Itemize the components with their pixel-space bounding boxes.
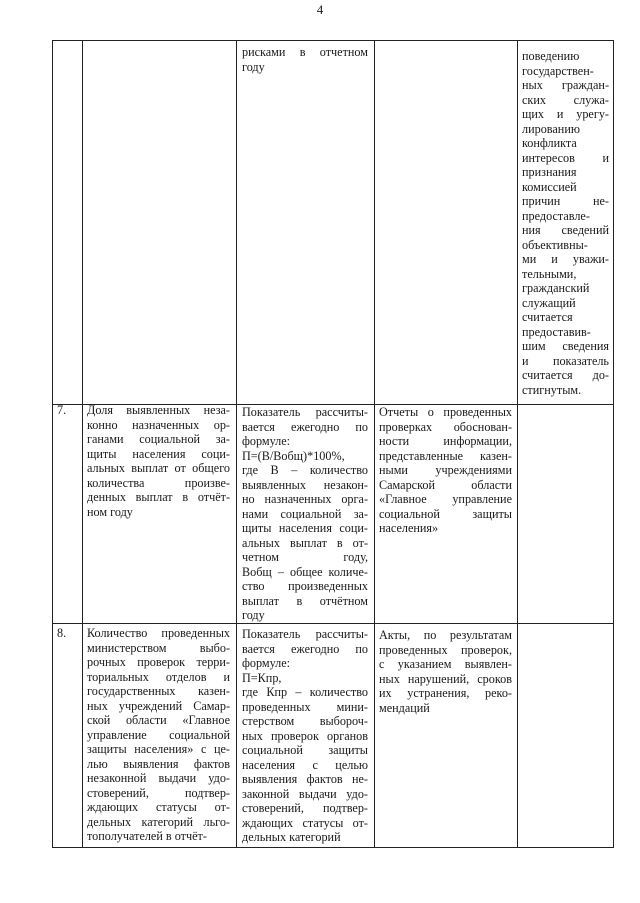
row-8-calculation: Показатель рассчиты- вается ежегодно по формуле: П=Кпр, где Кпр – количество проведенных мини- стерством выбороч- ных проверок органов социальной защиты населения с целью выявления фактов не- законной выдачи удо- стоверений, подтвер- ждающих статусы от- дельных категорий (242, 627, 368, 844)
row-7-indicator-name: Доля выявленных неза- конно назначенных ор- ганами социальной за- щиты населения соци- альных выплат от общего количества произве- денных выплат в отчёт- ном году (87, 403, 230, 519)
indicators-table (52, 40, 614, 848)
row-7-number: 7. (57, 403, 67, 417)
row-7-calculation: Показатель рассчиты- вается ежегодно по формуле: П=(В/Вобщ)*100%, где В – количество выявленных незакон- но назначенных орга- нами социальной за- щиты населения соци- альных выплат в от- четном году, Вобщ – общее количе- ство произведенных выплат в отчётном году (242, 405, 368, 622)
continuation-notes-cell: поведению государствен- ных граждан- ских служа- щих и урегу- лированию конфликта интересов и признания комиссией причин не- предоставле- ния сведений объективны- ми и уважи- тельными, гражданский служащий считается предоставив- шим сведения и показатель считается до- стигнутым. (522, 49, 609, 397)
row-8-indicator-name: Количество проведенных министерством выбо- рочных проверок терри- ториальных отделов и государственных казен- ных учреждений Самар- ской области «Главное управление социальной защиты населения» с це- лью выявления фактов незаконной выдачи удо- стоверений, подтвер- ждающих статусы от- дельных категорий льго- тополучателей в отчёт- (87, 626, 230, 843)
continuation-calculation-cell: рисками в отчетном году (242, 45, 368, 74)
page-number: 4 (316, 2, 324, 17)
row-8-number: 8. (57, 626, 67, 640)
row-8-source: Акты, по результатам проведенных проверок, с указанием выявлен- ных нарушений, сроков их устранения, реко- мендаций (379, 628, 512, 715)
row-7-source: Отчеты о проведенных проверках обоснован- ности информации, представленные казен- ными учреждениями Самарской области «Главное управление социальной защиты населения» (379, 405, 512, 535)
